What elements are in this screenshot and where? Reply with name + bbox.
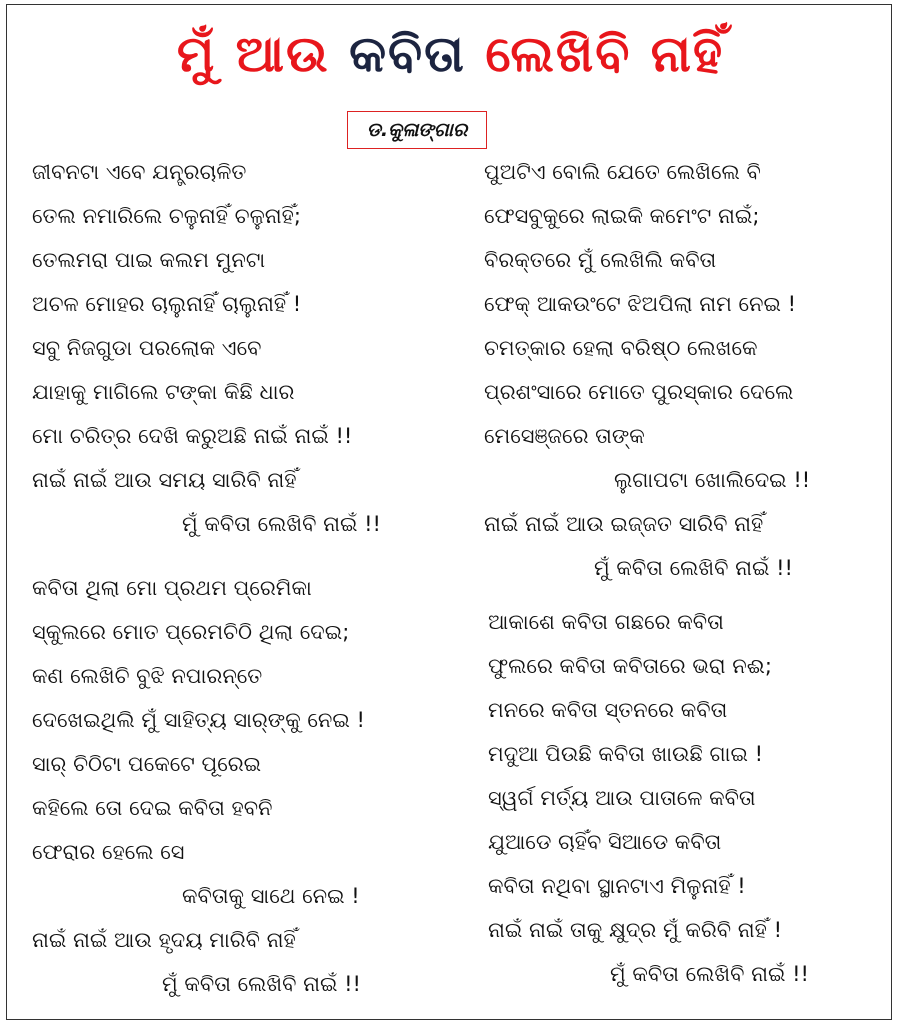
poem-line: କବିତା ଥିଲା ମୋ ପ୍ରଥମ ପ୍ରେମିକା <box>32 576 312 600</box>
poem-line: ଫେରାର ହେଲେ ସେ <box>32 840 185 864</box>
poem-line: ଫେସବୁକୁରେ ଲାଇକି କମେଂଟ ନାଇଁ; <box>484 204 760 228</box>
poem-line: କହିଲେ ତୋ ଦେଇ କବିତା ହବନି <box>32 796 273 820</box>
poem-line: ଦେଖେଇଥିଲି ମୁଁ ସାହିତ୍ୟ ସାର୍‌ଙ୍କୁ ନେଇ ! <box>32 708 365 732</box>
poem-line: କବିତା ନଥିବା ସ୍ଥାନଟାଏ ମିଳୁନାହିଁ ! <box>488 874 746 898</box>
poem-line: ବିରକ୍ତରେ ମୁଁ ଲେଖିଲି କବିତା <box>484 248 717 272</box>
poem-line: ଜୀବନଟା ଏବେ ଯନ୍ତ୍ରଚାଳିତ <box>32 160 247 184</box>
poem-line: ସ୍କୁଲରେ ମୋତ ପ୍ରେମଚିଠି ଥିଲା ଦେଇ; <box>32 620 350 644</box>
left-stanza-1 <box>32 150 381 546</box>
poem-line: ତେଲମରା ପାଇ କଲମ ମୁନଟା <box>32 248 266 272</box>
poem-line: ଯାହାକୁ ମାଗିଲେ ଟଙ୍କା କିଛି ଧାର <box>32 380 295 404</box>
poem-line: ଅଚଳ ମୋହର ଚାଲୁନାହିଁ ଚାଲୁନାହିଁ ! <box>32 292 302 316</box>
poem-line: ନାଇଁ ନାଇଁ ଆଉ ଇଜ୍ଜତ ସାରିବି ନାହିଁ <box>484 512 764 536</box>
poem-line: ନାଇଁ ନାଇଁ ତାକୁ କ୍ଷୁଦ୍ର ମୁଁ କରିବି ନାହିଁ ! <box>488 918 782 942</box>
poem-line: କବିତାକୁ ସାଥେ ନେଇ ! <box>182 884 360 908</box>
poem-line: ଯୁଆଡେ ଚାହିଁବ ସିଆଡେ କବିତା <box>488 830 722 854</box>
poem-line: ମଦୁଆ ପିଉଛି କବିତା ଖାଉଛି ଗାଇ ! <box>488 742 764 766</box>
poem-line: ସ୍ୱର୍ଗ ମର୍ତ୍ୟ ଆଉ ପାତାଳେ କବିତା <box>488 786 756 810</box>
author-box: ଡ.କୁଳାଙ୍ଗାର <box>347 111 487 149</box>
title-part-3: ଲେଖିବି ନାହିଁ <box>485 25 725 83</box>
poem-line: ନାଇଁ ନାଇଁ ଆଉ ହୃଦୟ ମାରିବି ନାହିଁ <box>32 928 296 952</box>
poem-line: ଫେକ୍ ଆକଉଂଟେ ଝିଅପିଲା ନାମ ନେଇ ! <box>484 292 797 316</box>
title-part-1: ମୁଁ ଆଉ <box>176 25 330 83</box>
poem-line: ସବୁ ନିଜଗୁଡା ପରଲୋକ ଏବେ <box>32 336 262 360</box>
poem-line: ନାଇଁ ନାଇଁ ଆଉ ସମୟ ସାରିବି ନାହିଁ <box>32 468 297 492</box>
poem-line: କଣ ଲେଖିଚି ବୁଝି ନପାରନ୍ତେ <box>32 664 263 688</box>
poem-line: ଚମତ୍କାର ହେଲା ବରିଷ୍ଠ ଲେଖକେ <box>484 336 758 360</box>
title-part-2: କବିତା <box>349 25 466 83</box>
poem-title <box>0 14 901 94</box>
right-stanza-1 <box>484 150 810 590</box>
left-stanza-2 <box>32 566 365 1006</box>
poem-refrain: ମୁଁ କବିତା ଲେଖିବି ନାଇଁ !! <box>594 556 793 580</box>
poem-line: ମୋ ଚରିତ୍ର ଦେଖି କରୁଅଛି ନାଇଁ ନାଇଁ !! <box>32 424 353 448</box>
poem-line: ଆକାଶେ କବିତା ଗଛରେ କବିତା <box>488 610 724 634</box>
poem-line: ଫୁଲରେ କବିତା କବିତାରେ ଭରା ନଈ; <box>488 654 772 678</box>
poem-refrain: ମୁଁ କବିତା ଲେଖିବି ନାଇଁ !! <box>162 972 361 996</box>
poem-refrain: ମୁଁ କବିତା ଲେଖିବି ନାଇଁ !! <box>182 512 381 536</box>
poem-line: ତେଲ ନମାରିଲେ ଚଳୁନାହିଁ ଚଳୁନାହିଁ; <box>32 204 301 228</box>
poem-line: ସାର୍ ଚିଠିଟା ପକେଟେ ପୂରେଇ <box>32 752 262 776</box>
poem-refrain: ମୁଁ କବିତା ଲେଖିବି ନାଇଁ !! <box>610 962 809 986</box>
poem-line: ପୁଅଟିଏ ବୋଲି ଯେତେ ଲେଖିଲେ ବି <box>484 160 761 184</box>
poem-line: ମନରେ କବିତା ସ୍ତନରେ କବିତା <box>488 698 728 722</box>
poem-line: ପ୍ରଶଂସାରେ ମୋତେ ପୁରସ୍କାର ଦେଲେ <box>484 380 794 404</box>
poem-line: ମେସେଞ୍ଜରେ ତାଙ୍କ <box>484 424 645 448</box>
poem-line: ଲୁଗାପଟା ଖୋଲିଦେଇ !! <box>614 468 811 492</box>
right-stanza-2 <box>488 600 809 996</box>
